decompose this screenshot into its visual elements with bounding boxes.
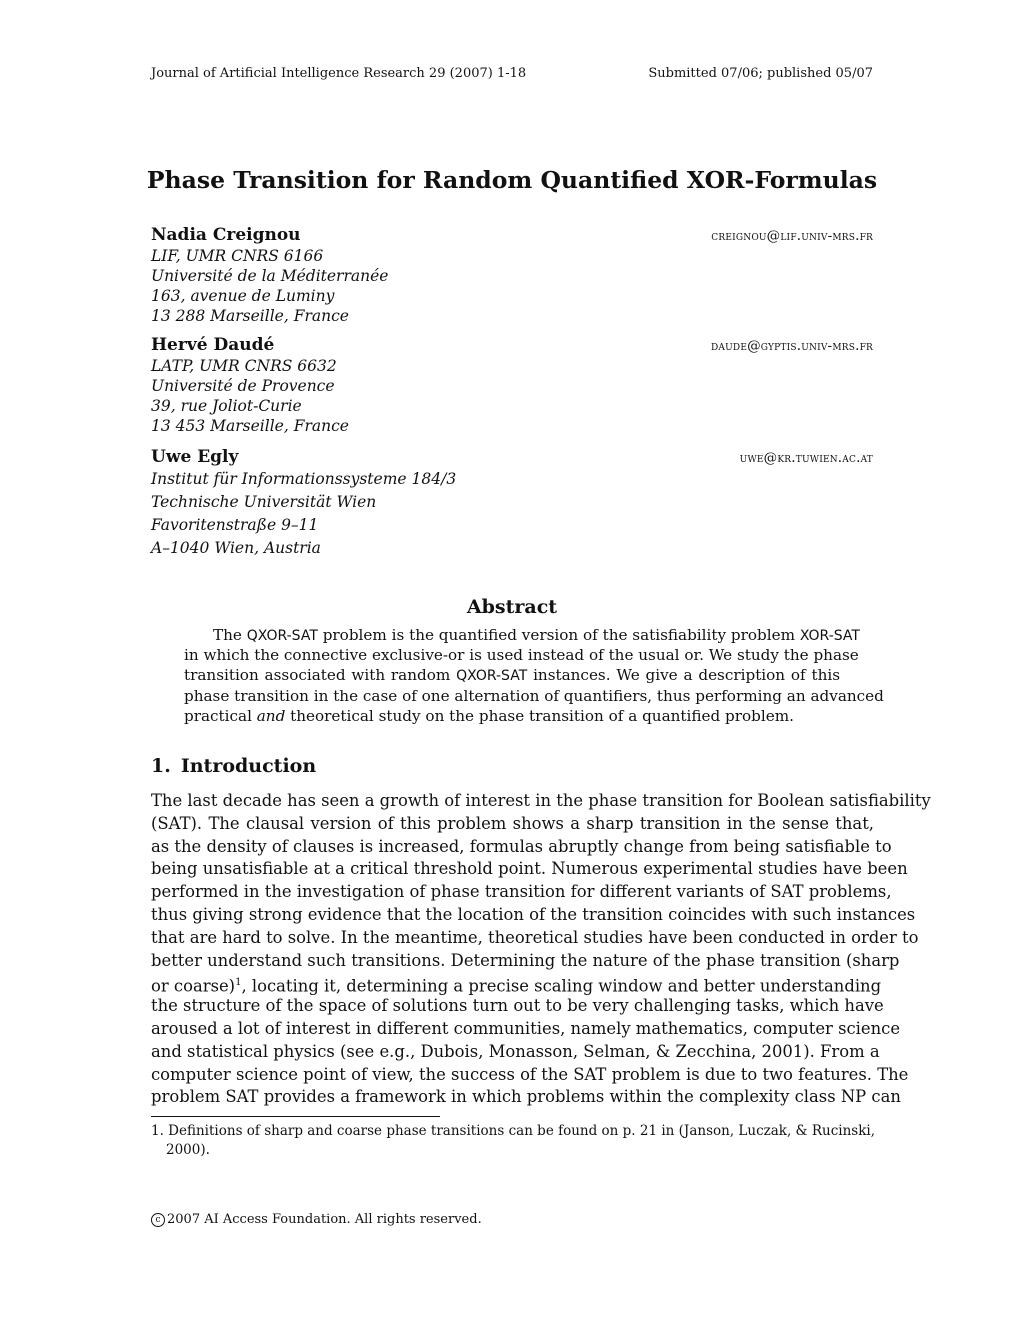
footnote-line: 1. Definitions of sharp and coarse phase transitions can be found on p. 21 in (Janson, Luczak, & Rucinski, <box>151 1123 876 1139</box>
affiliation-line: A–1040 Wien, Austria <box>151 539 321 557</box>
abstract-heading: Abstract <box>466 596 558 618</box>
body-line: computer science point of view, the success of the SAT problem is due to two features. The <box>151 1064 909 1084</box>
abstract-line: The QXOR-SAT problem is the quantified version of the satisfiability problem XOR-SAT <box>213 626 860 644</box>
author-name: Nadia Creignou <box>151 225 301 245</box>
body-line: performed in the investigation of phase transition for different variants of SAT problems, <box>151 882 892 902</box>
body-line: (SAT). The clausal version of this problem shows a sharp transition in the sense that, <box>151 813 874 833</box>
affiliation-line: Université de Provence <box>151 377 335 395</box>
affiliation-line: Institut für Informationssysteme 184/3 <box>151 470 457 488</box>
body-line: being unsatisfiable at a critical threshold point. Numerous experimental studies have been <box>151 859 908 879</box>
copyright-notice: c 2007 AI Access Foundation. All rights reserved. <box>151 1212 482 1227</box>
author-email[interactable]: daude@gyptis.univ-mrs.fr <box>711 338 873 354</box>
problem-name: QXOR-SAT <box>456 668 528 685</box>
affiliation-line: 163, avenue de Luminy <box>151 287 335 305</box>
author-name: Hervé Daudé <box>151 335 275 355</box>
author-name: Uwe Egly <box>151 447 239 467</box>
footnote-line: 2000). <box>166 1142 210 1158</box>
affiliation-line: 39, rue Joliot-Curie <box>151 397 302 415</box>
body-line: that are hard to solve. In the meantime, theoretical studies have been conducted in order to <box>151 927 919 947</box>
author-email[interactable]: creignou@lif.univ-mrs.fr <box>711 228 873 244</box>
body-line: aroused a lot of interest in different communities, namely mathematics, computer science <box>151 1018 901 1038</box>
affiliation-line: LIF, UMR CNRS 6166 <box>151 247 324 265</box>
section-heading: 1. Introduction <box>151 755 317 777</box>
paper-title: Phase Transition for Random Quantified XOR-Formulas <box>146 166 878 194</box>
footnote-marker[interactable]: 1 <box>235 977 242 989</box>
body-line: thus giving strong evidence that the location of the transition coincides with such instances <box>151 904 916 924</box>
abstract-line: transition associated with random QXOR-SAT instances. We give a description of this <box>184 666 841 685</box>
problem-name: XOR-SAT <box>799 628 860 644</box>
running-header-journal: Journal of Artificial Intelligence Research 29 (2007) 1-18 <box>151 66 527 81</box>
running-header-dates: Submitted 07/06; published 05/07 <box>648 66 873 81</box>
author-affiliation <box>151 468 456 560</box>
body-line: the structure of the space of solutions turn out to be very challenging tasks, which have <box>151 996 884 1016</box>
body-line: The last decade has seen a growth of interest in the phase transition for Boolean satisfiability <box>151 791 931 810</box>
affiliation-line: 13 453 Marseille, France <box>151 417 349 435</box>
footnote-rule <box>151 1116 440 1117</box>
affiliation-line: 13 288 Marseille, France <box>151 307 349 325</box>
body-line: or coarse)$^1$, locating it, determining a precise scaling window and better understanding <box>151 976 882 996</box>
problem-name: QXOR-SAT <box>246 628 318 644</box>
footnote <box>151 1122 874 1160</box>
author-affiliation <box>151 356 349 436</box>
affiliation-line: Technische Universität Wien <box>151 493 377 511</box>
body-line: better understand such transitions. Determining the nature of the phase transition (sharp <box>151 950 900 970</box>
affiliation-line: Université de la Méditerranée <box>151 267 389 285</box>
copyright-icon: c <box>151 1213 165 1227</box>
affiliation-line: Favoritenstraße 9–11 <box>151 516 319 534</box>
abstract-line: phase transition in the case of one alternation of quantifiers, thus performing an advanced <box>184 686 884 705</box>
author-affiliation <box>151 246 388 326</box>
body-line: as the density of clauses is increased, formulas abruptly change from being satisfiable to <box>151 836 892 856</box>
body-line: problem SAT provides a framework in which problems within the complexity class NP can <box>151 1087 901 1107</box>
emphasis: and <box>256 706 286 725</box>
affiliation-line: LATP, UMR CNRS 6632 <box>151 357 337 375</box>
abstract-line: in which the connective exclusive-or is used instead of the usual or. We study the phase <box>184 646 859 665</box>
body-line: and statistical physics (see e.g., Dubois, Monasson, Selman, & Zecchina, 2001). From a <box>151 1041 880 1061</box>
abstract-line: practical and theoretical study on the phase transition of a quantified problem. <box>184 706 794 725</box>
section-body <box>151 790 931 1109</box>
abstract-body <box>184 625 884 726</box>
author-email[interactable]: uwe@kr.tuwien.ac.at <box>739 450 873 466</box>
